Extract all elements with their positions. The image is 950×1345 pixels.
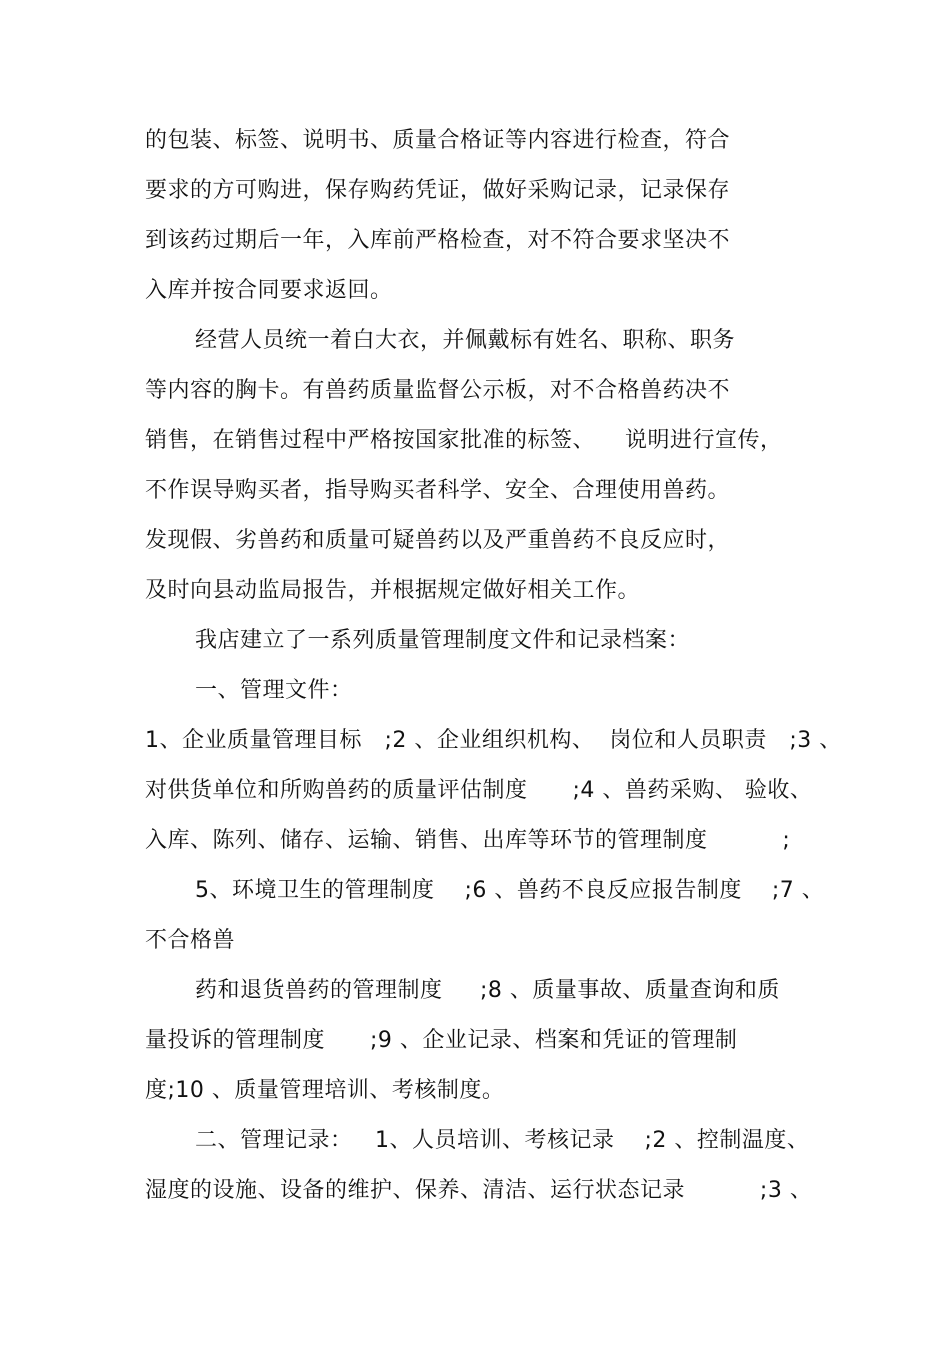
text-line: 及时向县动监局报告，并根据规定做好相关工作。 [145,578,641,603]
paragraph-start-line: 药和退货兽药的管理制度 ;8 、质量事故、质量查询和质 [195,978,780,1003]
text-line: 入库并按合同要求返回。 [145,278,393,303]
text-line: 1、企业质量管理目标 ;2 、企业组织机构、 岗位和人员职责 ;3 、 [145,728,842,753]
paragraph-start-line: 5、环境卫生的管理制度 ;6 、兽药不良反应报告制度 ;7 、 [195,878,825,903]
text-line: 不合格兽 [145,928,236,953]
text-line: 湿度的设施、设备的维护、保养、清洁、运行状态记录 ;3 、 [145,1178,813,1203]
text-line: 对供货单位和所购兽药的质量评估制度 ;4 、兽药采购、 验收、 [145,778,813,803]
paragraph-start-line: 我店建立了一系列质量管理制度文件和记录档案： [195,628,691,653]
text-line: 到该药过期后一年，入库前严格检查，对不符合要求坚决不 [145,228,731,253]
text-line: 量投诉的管理制度 ;9 、企业记录、档案和凭证的管理制 [145,1028,738,1053]
section-heading: 二、管理记录： 1、人员培训、考核记录 ;2 、控制温度、 [195,1128,810,1153]
section-heading: 一、管理文件： [195,678,353,703]
paragraph-start-line: 经营人员统一着白大衣，并佩戴标有姓名、职称、职务 [195,328,736,353]
text-line: 度;10 、质量管理培训、考核制度。 [145,1078,505,1103]
text-line: 不作误导购买者，指导购买者科学、安全、合理使用兽药。 [145,478,731,503]
text-line: 销售，在销售过程中严格按国家批准的标签、 说明进行宣传， [145,428,783,453]
text-line: 的包装、标签、说明书、质量合格证等内容进行检查，符合 [145,128,731,153]
text-line: 发现假、劣兽药和质量可疑兽药以及严重兽药不良反应时， [145,528,731,553]
text-line: 等内容的胸卡。有兽药质量监督公示板，对不合格兽药决不 [145,378,731,403]
text-line: 入库、陈列、储存、运输、销售、出库等环节的管理制度 ; [145,828,791,853]
text-line: 要求的方可购进，保存购药凭证，做好采购记录，记录保存 [145,178,731,203]
